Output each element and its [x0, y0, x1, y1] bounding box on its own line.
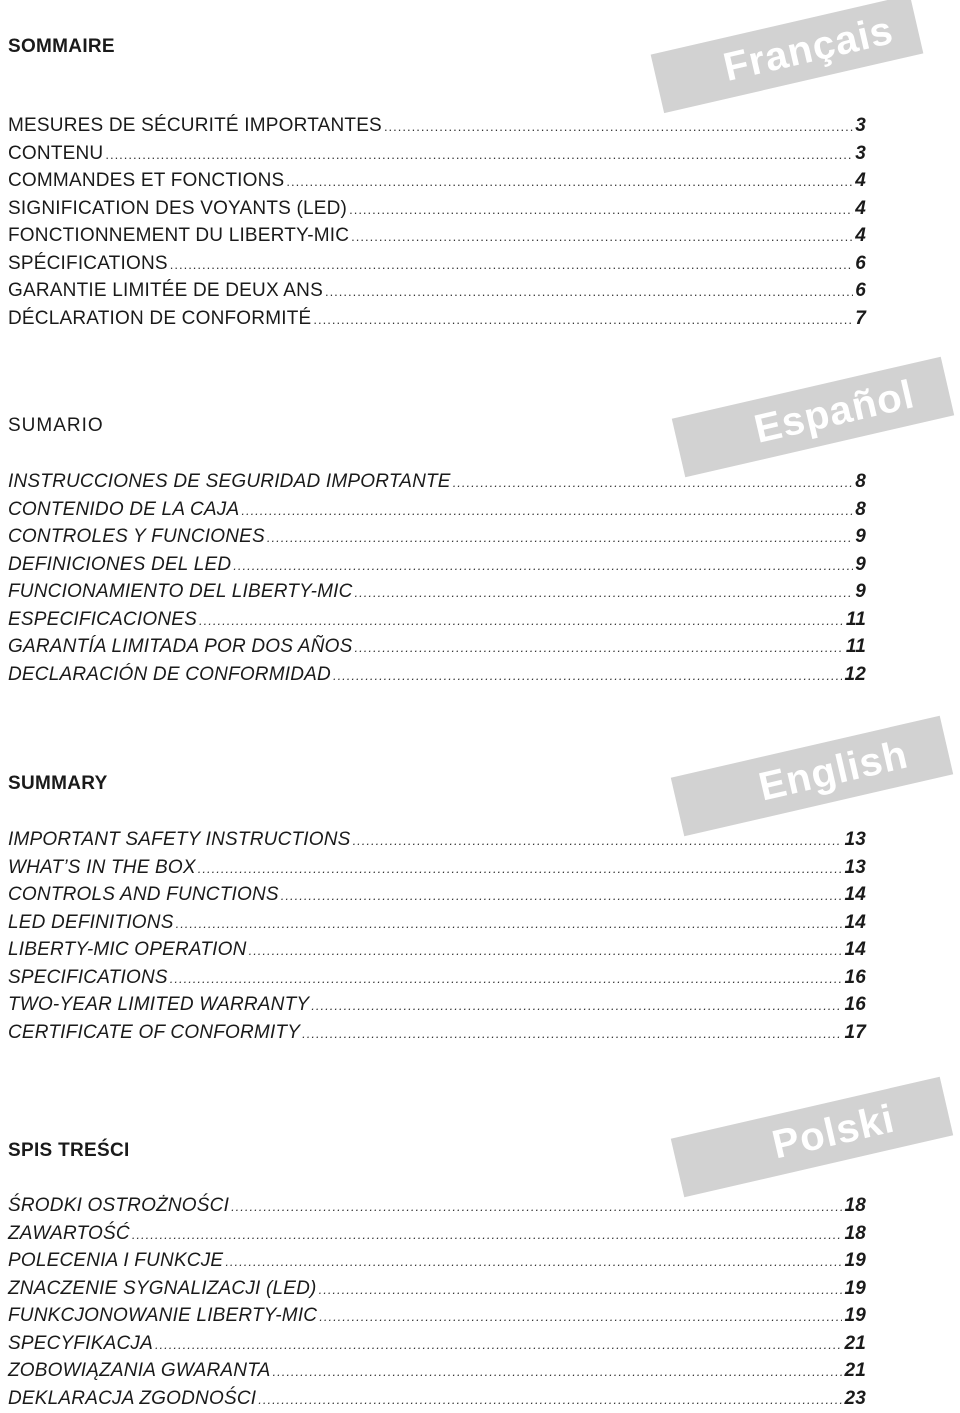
toc-entry-title: LIBERTY-MIC OPERATION [8, 936, 247, 964]
toc-entry-page: 7 [855, 305, 866, 333]
toc-entry-title: INSTRUCCIONES DE SEGURIDAD IMPORTANTE [8, 468, 451, 496]
leader-dots [313, 306, 853, 334]
toc-entry[interactable] [8, 140, 866, 168]
leader-dots [198, 855, 843, 883]
leader-dots [353, 827, 843, 855]
toc-entry-page: 11 [846, 606, 866, 634]
toc-entry-page: 3 [855, 140, 866, 168]
leader-dots [170, 251, 853, 279]
section-heading: SUMMARY [8, 773, 108, 795]
toc-entry-title: MESURES DE SÉCURITÉ IMPORTANTES [8, 112, 382, 140]
toc-entry-page: 8 [855, 468, 866, 496]
leader-dots [258, 1386, 842, 1413]
leader-dots [249, 937, 843, 965]
leader-dots [105, 141, 853, 169]
toc-entry-title: SPECYFIKACJA [8, 1330, 153, 1358]
toc-entry-title: ZOBOWIĄZANIA GWARANTA [8, 1357, 270, 1385]
toc-entry[interactable] [8, 606, 866, 634]
toc-entry-page: 13 [844, 854, 866, 882]
toc-entry-page: 13 [844, 826, 866, 854]
leader-dots [349, 196, 853, 224]
toc-entry-title: SPECIFICATIONS [8, 964, 168, 992]
toc-entry-title: SPÉCIFICATIONS [8, 250, 168, 278]
leader-dots [281, 882, 843, 910]
toc-entry-page: 19 [844, 1302, 866, 1330]
toc-entry-page: 9 [855, 523, 866, 551]
section-heading: SOMMAIRE [8, 36, 115, 58]
leader-dots [231, 1193, 842, 1221]
toc-entry-title: GARANTÍA LIMITADA POR DOS AÑOS [8, 633, 353, 661]
toc-entry-title: DEKLARACJA ZGODNOŚCI [8, 1385, 256, 1413]
leader-dots [453, 469, 854, 497]
toc-entry-page: 8 [855, 496, 866, 524]
toc-entry-page: 18 [844, 1192, 866, 1220]
toc-entry-page: 9 [855, 578, 866, 606]
toc-entry-title: ESPECIFICACIONES [8, 606, 197, 634]
toc-entry[interactable] [8, 167, 866, 195]
leader-dots [319, 1276, 843, 1304]
toc-entry-title: IMPORTANT SAFETY INSTRUCTIONS [8, 826, 351, 854]
leader-dots [384, 113, 853, 141]
toc-entry-page: 14 [844, 936, 866, 964]
leader-dots [355, 579, 854, 607]
toc-entry-title: CERTIFICATE OF CONFORMITY [8, 1019, 300, 1047]
toc-entry[interactable] [8, 578, 866, 606]
leader-dots [241, 497, 853, 525]
toc-entry-page: 9 [855, 551, 866, 579]
toc-entry-page: 4 [855, 195, 866, 223]
leader-dots [272, 1358, 842, 1386]
toc-entry[interactable] [8, 991, 866, 1019]
toc-entry-title: DÉCLARATION DE CONFORMITÉ [8, 305, 311, 333]
toc-entry-title: DEFINICIONES DEL LED [8, 551, 231, 579]
toc-entry-page: 23 [844, 1385, 866, 1413]
toc-entry-title: ZNACZENIE SYGNALIZACJI (LED) [8, 1275, 317, 1303]
leader-dots [176, 910, 843, 938]
language-label: English [755, 732, 913, 810]
toc-entry-title: CONTROLS AND FUNCTIONS [8, 881, 279, 909]
toc-entry[interactable] [8, 1247, 866, 1275]
toc-entry[interactable] [8, 1220, 866, 1248]
language-banner-french [651, 0, 924, 113]
toc-entry[interactable] [8, 1357, 866, 1385]
toc-entry-page: 14 [844, 909, 866, 937]
leader-dots [311, 992, 842, 1020]
leader-dots [286, 168, 853, 196]
toc-entry-title: CONTENU [8, 140, 103, 168]
toc-entry-title: SIGNIFICATION DES VOYANTS (LED) [8, 195, 347, 223]
toc-entry[interactable] [8, 826, 866, 854]
toc-entry-page: 12 [844, 661, 866, 689]
toc-list [8, 468, 866, 688]
toc-list [8, 826, 866, 1046]
toc-entry[interactable] [8, 250, 866, 278]
toc-entry[interactable] [8, 195, 866, 223]
toc-entry[interactable] [8, 1275, 866, 1303]
toc-entry-title: FUNKCJONOWANIE LIBERTY-MIC [8, 1302, 317, 1330]
toc-list [8, 112, 866, 332]
toc-entry-page: 18 [844, 1220, 866, 1248]
toc-entry-page: 4 [855, 167, 866, 195]
toc-entry-title: WHAT’S IN THE BOX [8, 854, 196, 882]
language-label: Español [750, 372, 919, 452]
toc-entry[interactable] [8, 277, 866, 305]
toc-entry-title: TWO-YEAR LIMITED WARRANTY [8, 991, 309, 1019]
toc-entry[interactable] [8, 661, 866, 689]
leader-dots [233, 552, 853, 580]
toc-entry[interactable] [8, 468, 866, 496]
toc-entry[interactable] [8, 964, 866, 992]
toc-entry-page: 16 [844, 991, 866, 1019]
toc-entry[interactable] [8, 1302, 866, 1330]
toc-entry[interactable] [8, 551, 866, 579]
leader-dots [199, 607, 844, 635]
toc-entry[interactable] [8, 1019, 866, 1047]
toc-entry-title: ZAWARTOŚĆ [8, 1220, 130, 1248]
language-banner-english [671, 716, 953, 837]
leader-dots [132, 1221, 843, 1249]
language-label: Polski [768, 1096, 899, 1168]
leader-dots [170, 965, 843, 993]
leader-dots [333, 662, 843, 690]
toc-entry[interactable] [8, 854, 866, 882]
section-heading: SUMARIO [8, 415, 104, 437]
toc-entry-page: 14 [844, 881, 866, 909]
toc-entry[interactable] [8, 1192, 866, 1220]
toc-entry[interactable] [8, 936, 866, 964]
toc-entry-title: CONTROLES Y FUNCIONES [8, 523, 265, 551]
language-banner-polish [671, 1077, 953, 1198]
toc-entry[interactable] [8, 909, 866, 937]
toc-entry-page: 21 [844, 1330, 866, 1358]
toc-entry[interactable] [8, 305, 866, 333]
toc-entry-title: DECLARACIÓN DE CONFORMIDAD [8, 661, 331, 689]
toc-entry[interactable] [8, 222, 866, 250]
toc-entry[interactable] [8, 496, 866, 524]
toc-entry-title: COMMANDES ET FONCTIONS [8, 167, 284, 195]
language-banner-spanish [672, 357, 954, 478]
leader-dots [302, 1020, 842, 1048]
toc-entry-page: 16 [844, 964, 866, 992]
leader-dots [267, 524, 853, 552]
leader-dots [325, 278, 853, 306]
toc-entry[interactable] [8, 112, 866, 140]
leader-dots [225, 1248, 842, 1276]
toc-entry[interactable] [8, 1385, 866, 1413]
toc-entry-title: ŚRODKI OSTROŻNOŚCI [8, 1192, 229, 1220]
toc-entry-page: 6 [855, 250, 866, 278]
toc-entry[interactable] [8, 633, 866, 661]
toc-list [8, 1192, 866, 1412]
toc-entry-title: LED DEFINITIONS [8, 909, 174, 937]
leader-dots [351, 223, 853, 251]
toc-entry-page: 17 [844, 1019, 866, 1047]
language-label: Français [719, 8, 897, 91]
toc-entry-title: CONTENIDO DE LA CAJA [8, 496, 239, 524]
toc-entry-page: 19 [844, 1247, 866, 1275]
toc-entry-page: 6 [855, 277, 866, 305]
section-heading: SPIS TREŚCI [8, 1140, 130, 1162]
toc-entry-title: FUNCIONAMIENTO DEL LIBERTY-MIC [8, 578, 353, 606]
toc-entry-title: FONCTIONNEMENT DU LIBERTY-MIC [8, 222, 349, 250]
leader-dots [155, 1331, 843, 1359]
toc-entry-page: 3 [855, 112, 866, 140]
toc-entry-page: 19 [844, 1275, 866, 1303]
toc-entry-title: GARANTIE LIMITÉE DE DEUX ANS [8, 277, 323, 305]
toc-entry[interactable] [8, 1330, 866, 1358]
toc-entry-page: 21 [844, 1357, 866, 1385]
leader-dots [355, 634, 844, 662]
toc-entry-title: POLECENIA I FUNKCJE [8, 1247, 223, 1275]
toc-entry[interactable] [8, 523, 866, 551]
toc-entry-page: 4 [855, 222, 866, 250]
toc-entry-page: 11 [846, 633, 866, 661]
leader-dots [319, 1303, 842, 1331]
toc-entry[interactable] [8, 881, 866, 909]
